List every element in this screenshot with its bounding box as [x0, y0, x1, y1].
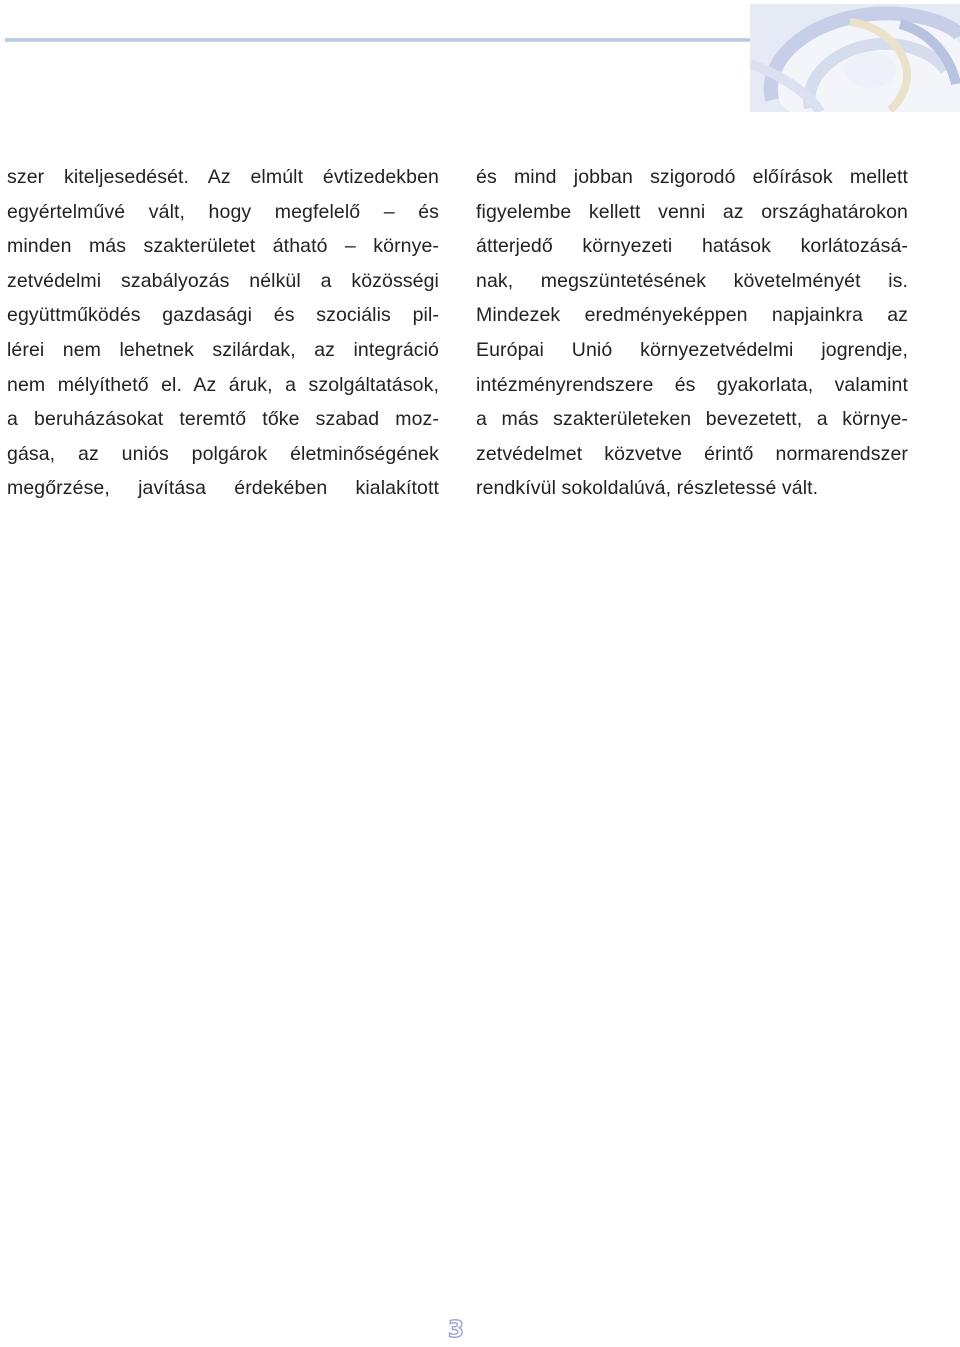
- text-line: zetvédelmi szabályozás nélkül a közösségi: [7, 269, 439, 292]
- text-line: egyértelművé vált, hogy megfelelő – és: [7, 200, 439, 223]
- text-line: Európai Unió környezetvédelmi jogrendje,: [476, 338, 908, 361]
- text-line: intézményrendszere és gyakorlata, valamint: [476, 373, 908, 396]
- text-line: megőrzése, javítása érdekében kialakított: [7, 477, 439, 500]
- text-line: szer kiteljesedését. Az elmúlt évtizedekben: [7, 166, 439, 188]
- eu-circle-logo-icon: [750, 4, 960, 112]
- text-line: a más szakterületeken bevezetett, a környe-: [476, 408, 908, 431]
- text-line: nem mélyíthető el. Az áruk, a szolgáltatások,: [7, 373, 439, 396]
- right-text-column: [476, 160, 908, 506]
- text-line: rendkívül sokoldalúvá, részletessé vált.: [476, 477, 819, 500]
- text-line: a beruházásokat teremtő tőke szabad moz-: [7, 408, 439, 431]
- text-line: minden más szakterületet átható – környe-: [7, 235, 439, 258]
- left-text-column: [7, 160, 439, 506]
- page-number: 3: [447, 1317, 464, 1343]
- text-line: lérei nem lehetnek szilárdak, az integráció: [7, 338, 439, 361]
- text-line: Mindezek eredményeképpen napjainkra az: [476, 304, 908, 327]
- text-line: együttműködés gazdasági és szociális pil-: [7, 304, 439, 327]
- text-line: nak, megszüntetésének követelményét is.: [476, 269, 908, 292]
- text-line: átterjedő környezeti hatások korlátozásá-: [476, 235, 908, 258]
- text-line: és mind jobban szigorodó előírások mellett: [476, 166, 908, 188]
- text-line: zetvédelmet közvetve érintő normarendszer: [476, 442, 908, 465]
- text-line: gása, az uniós polgárok életminőségének: [7, 442, 439, 465]
- text-line: figyelembe kellett venni az országhatárokon: [476, 200, 908, 223]
